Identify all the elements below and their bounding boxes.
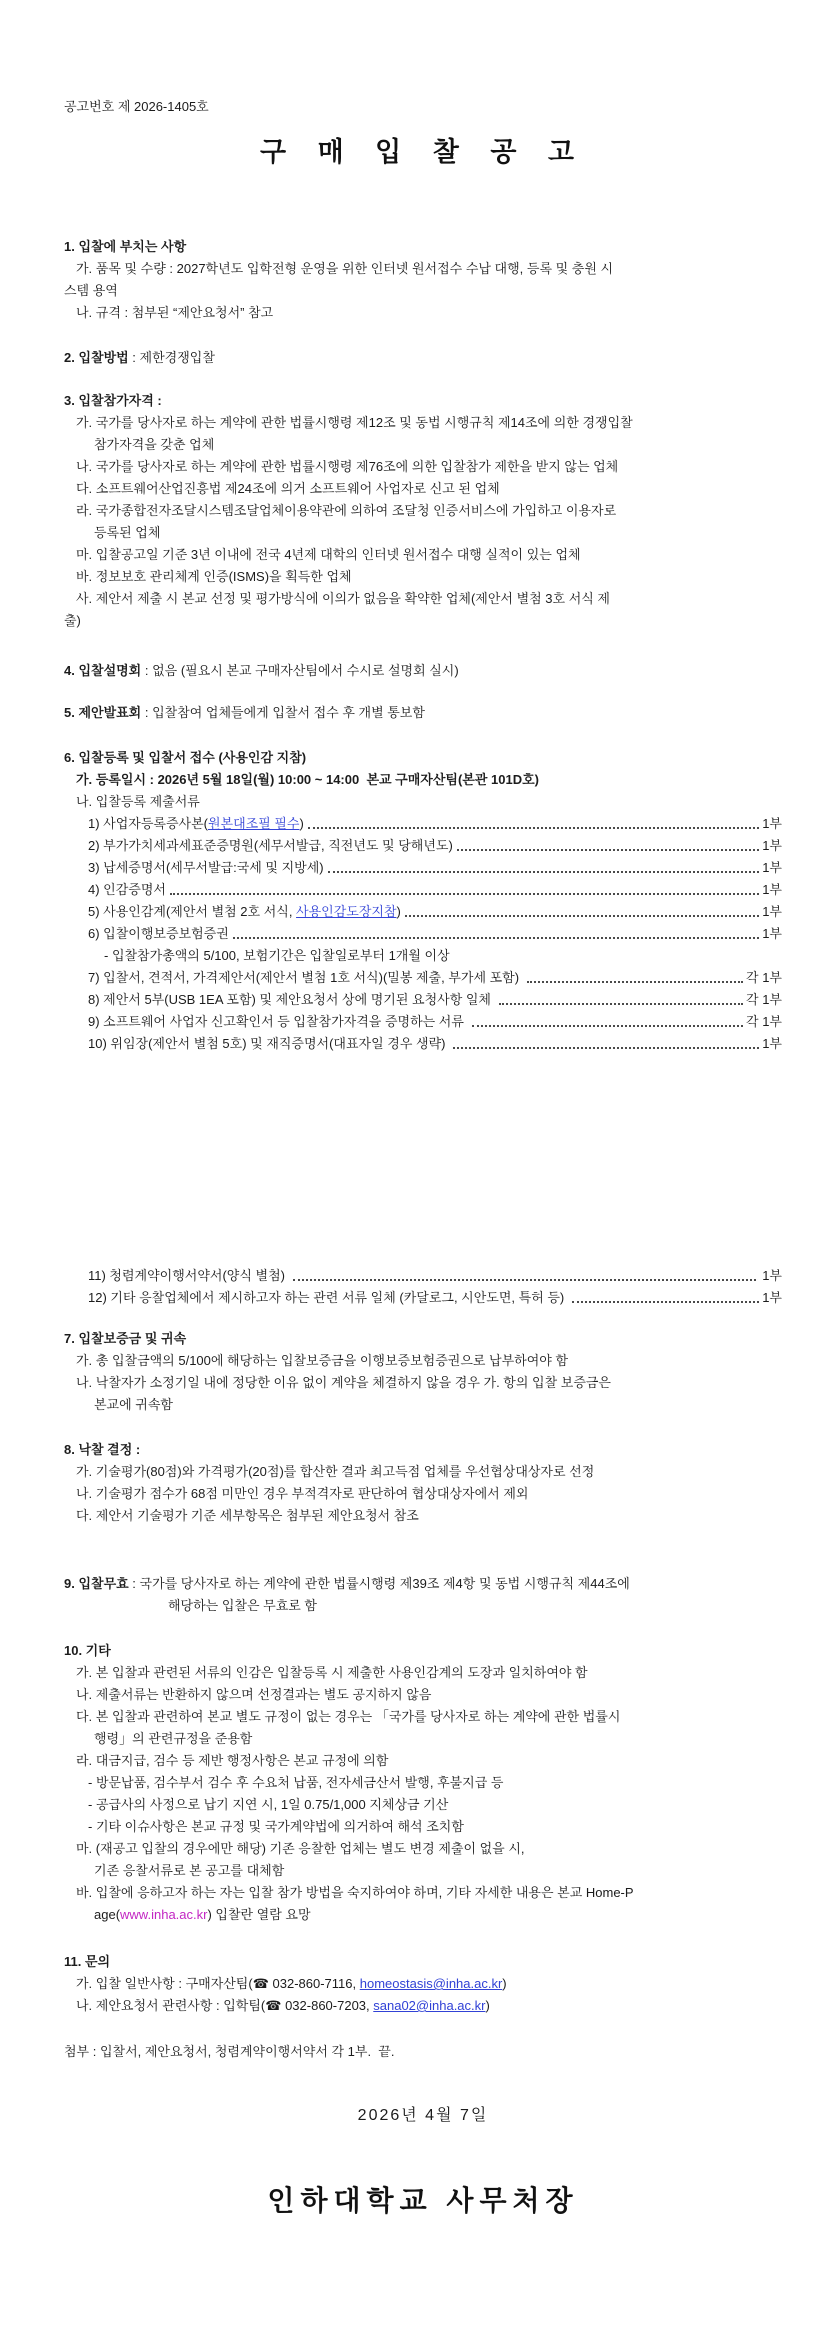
- dot-leader: [233, 937, 759, 939]
- text-segment: 등록된 업체: [94, 525, 161, 540]
- issue-date: 2026년 4월 7일: [357, 2107, 489, 2124]
- doc-line: [88, 967, 782, 989]
- doc-line: [88, 901, 782, 923]
- text-segment: 가. 총 입찰금액의 5/100에 해당하는 입찰보증금을 이행보증보험증권으로 납부하여야 함: [76, 1353, 569, 1368]
- doc-line: [64, 610, 782, 632]
- section-heading: [64, 747, 782, 769]
- text-segment: 8) 제안서 5부(USB 1EA 포함) 및 제안요청서 상에 명기된 요청사항 일체: [88, 992, 495, 1007]
- doc-line: [94, 1728, 782, 1750]
- dot-leader: [572, 1301, 759, 1303]
- copy-count: 각 1부: [746, 970, 782, 985]
- text-segment: 11. 문의: [64, 1954, 111, 1969]
- doc-line: [88, 1287, 782, 1309]
- email-link[interactable]: sana02@inha.ac.kr: [373, 1998, 486, 2013]
- copy-count: 1부: [762, 1036, 782, 1051]
- text-segment: 첨부 : 입찰서, 제안요청서, 청렴계약이행서약서 각 1부. 끝.: [64, 2044, 395, 2059]
- doc-line: [76, 1838, 782, 1860]
- doc-line: [88, 1772, 782, 1794]
- text-segment: 4) 인감증명서: [88, 882, 166, 897]
- text-link[interactable]: 사용인감도장지참: [296, 904, 397, 919]
- text-segment: 가. 품목 및 수량 : 2027학년도 입학전형 운영을 위한 인터넷 원서접수 수납 대행, 등록 및 충원 시: [76, 261, 614, 276]
- dot-leader: [472, 1025, 744, 1027]
- text-segment: ): [396, 904, 401, 919]
- section-heading: [64, 1951, 782, 1973]
- doc-line: [76, 1973, 782, 1995]
- doc-line: [76, 1461, 782, 1483]
- text-link[interactable]: 원본대조필 필수: [207, 816, 300, 831]
- doc-line: [76, 456, 782, 478]
- doc-line: [64, 702, 782, 724]
- doc-line: [88, 813, 782, 835]
- text-segment: 라. 대금지급, 검수 등 제반 행정사항은 본교 규정에 의함: [76, 1753, 389, 1768]
- text-segment: - 기타 이슈사항은 본교 규정 및 국가계약법에 의거하여 해석 조치함: [88, 1819, 464, 1834]
- doc-line: [64, 347, 782, 369]
- doc-line: [88, 857, 782, 879]
- section-heading: [64, 1439, 782, 1461]
- doc-line: [64, 390, 782, 412]
- doc-line: [76, 1684, 782, 1706]
- doc-line: [76, 1483, 782, 1505]
- text-segment: 5. 제안발표회: [64, 705, 142, 720]
- doc-line: [76, 566, 782, 588]
- doc-line: [76, 412, 782, 434]
- text-segment: 해당하는 입찰은 무효로 함: [168, 1598, 317, 1613]
- doc-line: [94, 1904, 782, 1926]
- text-segment: 행령」의 관련규정을 준용함: [94, 1731, 253, 1746]
- dot-leader: [457, 849, 759, 851]
- url-link[interactable]: www.inha.ac.kr: [120, 1907, 208, 1922]
- text-segment: : 제한경쟁입찰: [128, 350, 215, 365]
- text-segment: 10) 위임장(제안서 별첨 5호) 및 재직증명서(대표자일 경우 생략): [88, 1036, 450, 1051]
- text-segment: 5) 사용인감계(제안서 별첨 2호 서식,: [88, 904, 297, 919]
- doc-line: [88, 1011, 782, 1033]
- phone-icon: ☎: [252, 1976, 269, 1991]
- doc-line: [76, 588, 782, 610]
- doc-line: [104, 945, 782, 967]
- text-segment: 2. 입찰방법: [64, 350, 129, 365]
- doc-line: [88, 1033, 782, 1055]
- copy-count: 1부: [762, 926, 782, 941]
- phone-icon: ☎: [265, 1998, 282, 2013]
- dot-leader: [328, 871, 760, 873]
- section-heading: [64, 1328, 782, 1350]
- text-segment: 8. 낙찰 결정 :: [64, 1442, 141, 1457]
- copy-count: 각 1부: [746, 1014, 782, 1029]
- doc-line: [64, 280, 782, 302]
- doc-line: [76, 1995, 782, 2017]
- text-segment: : 입찰참여 업체들에게 입찰서 접수 후 개별 통보함: [141, 705, 425, 720]
- text-segment: 1. 입찰에 부치는 사항: [64, 239, 187, 254]
- text-segment: 가. 국가를 당사자로 하는 계약에 관한 법률시행령 제12조 및 동법 시행규칙 제14조에 의한 경쟁입찰: [76, 415, 633, 430]
- doc-line: [76, 1505, 782, 1527]
- doc-line: [76, 500, 782, 522]
- doc-line: [76, 1706, 782, 1728]
- doc-line: [64, 660, 782, 682]
- text-segment: : 국가를 당사자로 하는 계약에 관한 법률시행령 제39조 제4항 및 동법 시행규칙 제44조에: [128, 1576, 630, 1591]
- copy-count: 1부: [762, 904, 782, 919]
- doc-line: [76, 478, 782, 500]
- signature: 인하대학교 사무처장: [267, 2185, 579, 2216]
- doc-line: [88, 835, 782, 857]
- text-segment: 나. 입찰등록 제출서류: [76, 794, 200, 809]
- text-segment: 1) 사업자등록증사본(: [88, 816, 208, 831]
- text-segment: 나. 국가를 당사자로 하는 계약에 관한 법률시행령 제76조에 의한 입찰참가 제한을 받지 않는 업체: [76, 459, 619, 474]
- dot-leader: [293, 1279, 756, 1281]
- doc-line: [94, 522, 782, 544]
- text-segment: 10. 기타: [64, 1643, 111, 1658]
- copy-count: 1부: [762, 1290, 782, 1305]
- text-segment: 12) 기타 응찰업체에서 제시하고자 하는 관련 서류 일체 (카달로그, 시안도면, 특허 등): [88, 1290, 568, 1305]
- text-segment: 라. 국가종합전자조달시스템조달업체이용약관에 의하여 조달청 인증서비스에 가입하고 이용자로: [76, 503, 617, 518]
- doc-line: [88, 1265, 782, 1287]
- document-body: [64, 236, 782, 2063]
- text-segment: 6) 입찰이행보증보험증권: [88, 926, 229, 941]
- text-segment: 11) 청렴계약이행서약서(양식 별첨): [88, 1268, 289, 1283]
- text-segment: 출): [64, 613, 81, 628]
- copy-count: 1부: [762, 882, 782, 897]
- text-segment: ): [502, 1976, 507, 1991]
- doc-line: [168, 1595, 782, 1617]
- text-segment: : 없음 (필요시 본교 구매자산팀에서 수시로 설명회 실시): [141, 663, 459, 678]
- text-segment: 마. (재공고 입찰의 경우에만 해당) 기존 응찰한 업체는 별도 변경 제출이 없을 시,: [76, 1841, 525, 1856]
- text-segment: ): [299, 816, 304, 831]
- text-segment: 4. 입찰설명회: [64, 663, 142, 678]
- text-segment: 9. 입찰무효: [64, 1576, 129, 1591]
- text-segment: 스템 용역: [64, 283, 118, 298]
- copy-count: 1부: [762, 816, 782, 831]
- text-segment: 나. 규격 : 첨부된 “제안요청서” 참고: [76, 305, 274, 320]
- doc-line: [88, 923, 782, 945]
- text-segment: 가. 본 입찰과 관련된 서류의 인감은 입찰등록 시 제출한 사용인감계의 도장과 일치하여야 함: [76, 1665, 588, 1680]
- text-segment: 바. 입찰에 응하고자 하는 자는 입찰 참가 방법을 숙지하여야 하며, 기타 자세한 내용은 본교 Home-P: [76, 1885, 634, 1900]
- doc-line: [88, 1794, 782, 1816]
- text-segment: 6. 입찰등록 및 입찰서 접수 (사용인감 지참): [64, 750, 307, 765]
- text-segment: 사. 제안서 제출 시 본교 선정 및 평가방식에 이의가 없음을 확약한 업체(제안서 별첨 3호 서식 제: [76, 591, 610, 606]
- email-link[interactable]: homeostasis@inha.ac.kr: [359, 1976, 503, 1991]
- text-segment: 바. 정보보호 관리체계 인증(ISMS)을 획득한 업체: [76, 569, 352, 584]
- dot-leader: [527, 981, 743, 983]
- text-segment: 3. 입찰참가자격 :: [64, 393, 162, 408]
- text-segment: 7) 입찰서, 견적서, 가격제안서(제안서 별첨 1호 서식)(밀봉 제출, 부가세 포함): [88, 970, 523, 985]
- text-segment: - 입찰참가총액의 5/100, 보험기간은 입찰일로부터 1개월 이상: [104, 948, 450, 963]
- doc-line: [88, 989, 782, 1011]
- text-segment: - 방문납품, 검수부서 검수 후 수요처 납품, 전자세금산서 발행, 후불지급 등: [88, 1775, 504, 1790]
- copy-count: 1부: [762, 838, 782, 853]
- text-segment: 나. 제안요청서 관련사항 : 입학팀(: [76, 1998, 266, 2013]
- text-segment: 가. 등록일시 : 2026년 5월 18일(월) 10:00 ~ 14:00 본교 구매자산팀(본관 101D호): [76, 772, 539, 787]
- text-segment: 3) 납세증명서(세무서발급:국세 및 지방세): [88, 860, 324, 875]
- text-segment: age(: [94, 1907, 121, 1922]
- text-segment: 다. 소프트웨어산업진흥법 제24조에 의거 소프트웨어 사업자로 신고 된 업체: [76, 481, 500, 496]
- text-segment: 기존 응찰서류로 본 공고를 대체함: [94, 1863, 285, 1878]
- copy-count: 각 1부: [746, 992, 782, 1007]
- doc-line: [76, 544, 782, 566]
- text-segment: 2) 부가가치세과세표준증명원(세무서발급, 직전년도 및 당해년도): [88, 838, 453, 853]
- text-segment: 다. 제안서 기술평가 기준 세부항목은 첨부된 제안요청서 참조: [76, 1508, 419, 1523]
- page-title: 구 매 입 찰 공 고: [260, 137, 586, 167]
- doc-line: [94, 1860, 782, 1882]
- dot-leader: [405, 915, 759, 917]
- dot-leader: [499, 1003, 743, 1005]
- doc-line: [76, 1882, 782, 1904]
- text-segment: 나. 낙찰자가 소정기일 내에 정당한 이유 없이 계약을 체결하지 않을 경우 가. 항의 입찰 보증금은: [76, 1375, 611, 1390]
- doc-line: [76, 791, 782, 813]
- doc-line: [94, 1394, 782, 1416]
- text-segment: 마. 입찰공고일 기준 3년 이내에 전국 4년제 대학의 인터넷 원서접수 대행 실적이 있는 업체: [76, 547, 581, 562]
- dot-leader: [453, 1047, 759, 1049]
- doc-line: [64, 2041, 782, 2063]
- doc-line: [88, 1816, 782, 1838]
- dot-leader: [170, 893, 759, 895]
- section-heading: [64, 1640, 782, 1662]
- doc-line: [76, 258, 782, 280]
- text-segment: 나. 제출서류는 반환하지 않으며 선정결과는 별도 공지하지 않음: [76, 1687, 432, 1702]
- text-segment: 9) 소프트웨어 사업자 신고확인서 등 입찰참가자격을 증명하는 서류: [88, 1014, 468, 1029]
- doc-line: [76, 1372, 782, 1394]
- copy-count: 1부: [758, 1268, 782, 1283]
- doc-line: [76, 302, 782, 324]
- doc-line: [88, 879, 782, 901]
- doc-line: [76, 1350, 782, 1372]
- doc-line: [76, 1750, 782, 1772]
- text-segment: 참가자격을 갖춘 업체: [94, 437, 215, 452]
- text-segment: 나. 기술평가 점수가 68점 미만인 경우 부적격자로 판단하여 협상대상자에서 제외: [76, 1486, 529, 1501]
- text-segment: ) 입찰란 열람 요망: [207, 1907, 311, 1922]
- text-segment: ): [485, 1998, 490, 2013]
- text-segment: 가. 기술평가(80점)와 가격평가(20점)를 합산한 결과 최고득점 업체를 우선협상대상자로 선정: [76, 1464, 595, 1479]
- doc-line: [76, 1662, 782, 1684]
- text-segment: 032-860-7203,: [281, 1998, 374, 2013]
- text-segment: 다. 본 입찰과 관련하여 본교 별도 규정이 없는 경우는 「국가를 당사자로 하는 계약에 관한 법률시: [76, 1709, 621, 1724]
- copy-count: 1부: [762, 860, 782, 875]
- doc-line: [94, 434, 782, 456]
- section-heading: [64, 236, 782, 258]
- text-segment: 가. 입찰 일반사항 : 구매자산팀(: [76, 1976, 253, 1991]
- doc-line: [64, 1573, 782, 1595]
- text-segment: 본교에 귀속함: [94, 1397, 173, 1412]
- text-segment: 032-860-7116,: [268, 1976, 360, 1991]
- dot-leader: [308, 827, 759, 829]
- notice-number: 공고번호 제 2026-1405호: [64, 99, 209, 114]
- text-segment: - 공급사의 사정으로 납기 지연 시, 1일 0.75/1,000 지체상금 기산: [88, 1797, 449, 1812]
- section-heading: [76, 769, 782, 791]
- text-segment: 7. 입찰보증금 및 귀속: [64, 1331, 187, 1346]
